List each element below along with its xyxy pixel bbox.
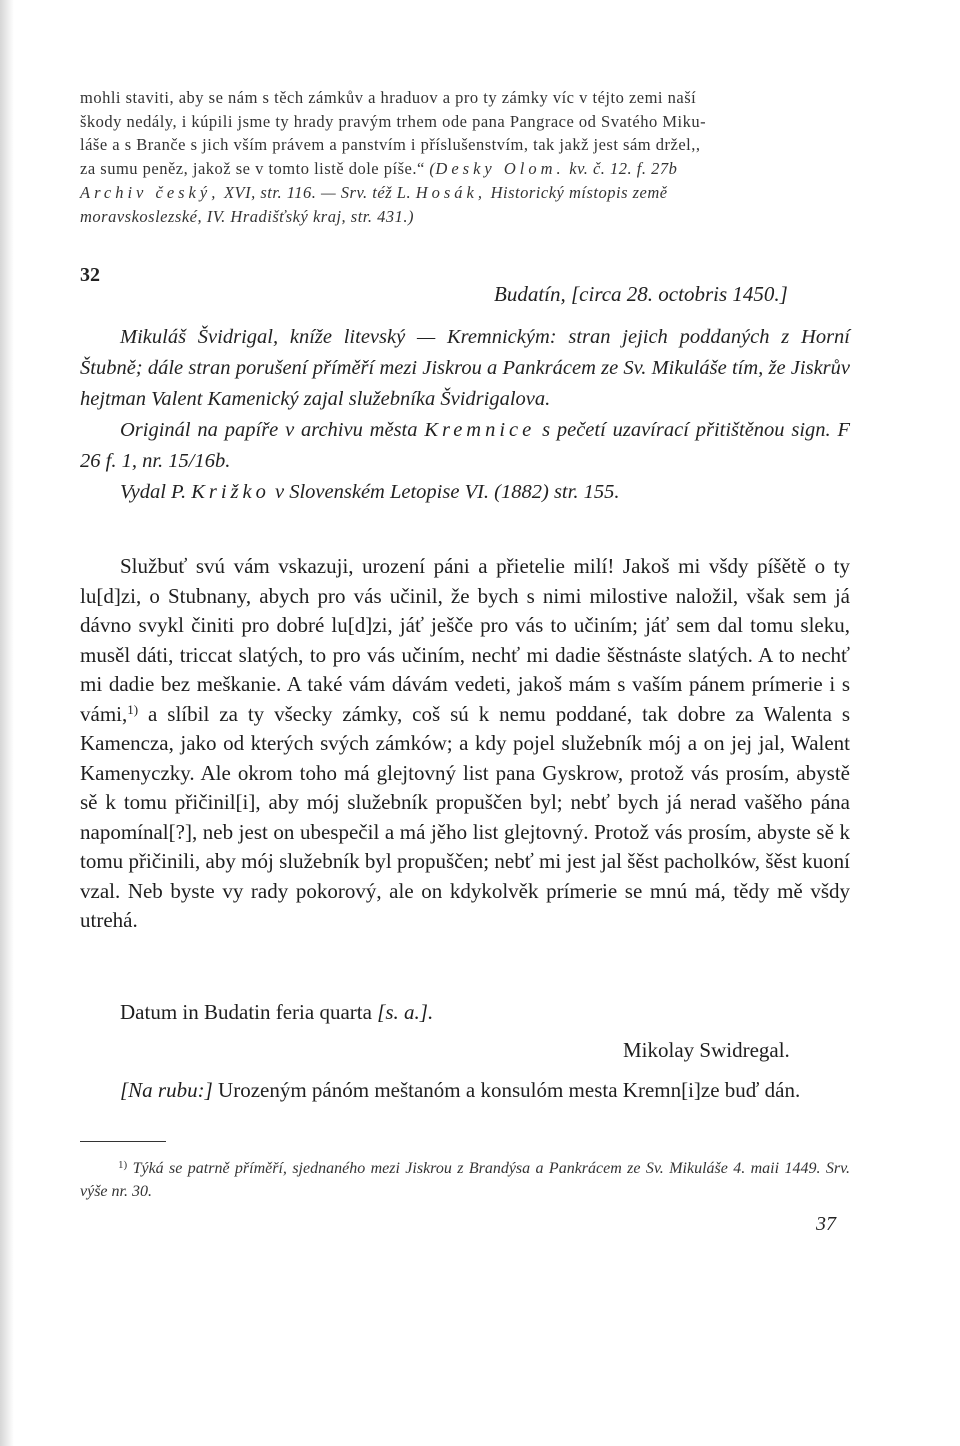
previous-line: za sumu peněz, jakož se v tomto listě dole píše.“ (Desky Olom. kv. č. 12. f. 27b [80,159,678,179]
regest-original: Originál na papíře v archivu města Kremnice s pečetí uzavírací přitištěnou sign. F 26 f. 1, nr. 15/16b. [80,419,850,472]
dorsal-line: [Na rubu:] Urozeným pánóm meštanóm a konsulóm mesta Kremn[i]ze buď dán. [120,1078,801,1102]
previous-line: moravskoslezské, IV. Hradišťský kraj, str. 431.) [80,206,415,226]
document-number: 32 [80,264,100,286]
footnote-marker: 1) [118,1159,128,1171]
dorsal-address [80,1075,850,1105]
document-regest [80,322,850,508]
previous-line: láše a s Branče s jich vším právem a panstvím i příslušenstvím, tak jakž jest sám držel,, [80,135,701,155]
letter-datum: Datum in Budatin feria quarta [s. a.]. [120,1000,434,1024]
letter-signature: Mikolay Swidregal. [623,1038,790,1062]
document-dateline: Budatín, [circa 28. octobris 1450.] [494,282,788,306]
letter-body [80,552,850,936]
previous-entry-ending [80,86,870,228]
regest-edition: Vydal P. Križko v Slovenském Letopise VI. (1882) str. 155. [120,481,620,503]
letter-paragraph: Službuť svú vám vskazuji, urození páni a přietelie milí! Jakoš mi všdy píšětě o ty lu[d]zi, o Stubnany, abych pro vás učinil, že bych s nimi milostive naložil, však sem já dávno svykl činiti pro dobré lu[d]zi, jáť ješče pro vás to učiním; jáť sem dal tomu sleku, musěl dáti, triccat slatých, to pro vás učiním, nechť mi dadie šěstnáste slatých. A to nechť mi dadie bez meškanie. A také vám dávám vedeti, jakoš mám s vaším pánem prímerie i s vámi,$^{1)}$ a slíbil za ty všecky zámky, coš sú k nemu poddané, tak dobre za Walenta s Kamencza, jako od kterých svých zámków; a kdy pojel služebník mój a on jej jal, Walent Kamenyczky. Ale okrom toho má glejtovný list pana Gyskrow, protož vás prosím, abystě sě k tomu přičinil[i], aby mój služebník propuščen byl; nebť bych já nerad vašěho pána napomínal[?], neb jest on ubespečil a má jěho list glejtovný. Protož vás prosím, abyste sě k tomu přičinili, aby mój služebník byl propuščen; nebť mi jest jal šěst pacholków, šěst kuoní vzal. Neb byste vy rady pokorový, ale on kdykolvěk prímerie se mnú má, tědy mě všdy utrehá. [80,554,850,932]
page-number: 37 [816,1213,836,1235]
previous-line: mohli staviti, aby se nám s těch zámkův a hraduov a pro ty zámky víc v téjto zemi naší [80,88,697,107]
footnote-text: $^{1)}$ Týká se patrně příměří, sjednaného mezi Jiskrou z Brandýsa a Pankrácem ze Sv. Mikuláše 4. maii 1449. Srv. výše nr. 30. [80,1159,850,1200]
regest-summary: Mikuláš Švidrigal, kníže litevský — Kremnickým: stran jejich poddaných z Horní Štubně; dále stran porušení příměří mezi Jiskrou a Pankrácem ze Sv. Mikuláše tím, že Jiskrův hejtman Valent Kamenický zajal služebníka Švidrigalova. [80,326,850,410]
footnote-divider [80,1141,166,1142]
page-edge-shadow [0,0,14,1446]
footnote [80,1154,850,1203]
previous-line: Archiv český, XVI, str. 116. — Srv. též L. Hosák, Historický místopis země [80,182,668,202]
footnote-reference: 1) [127,701,139,717]
previous-line: škody nedály, i kúpili jsme ty hrady pravým trhem ode pana Pangrace od Svatého Miku- [80,111,707,131]
